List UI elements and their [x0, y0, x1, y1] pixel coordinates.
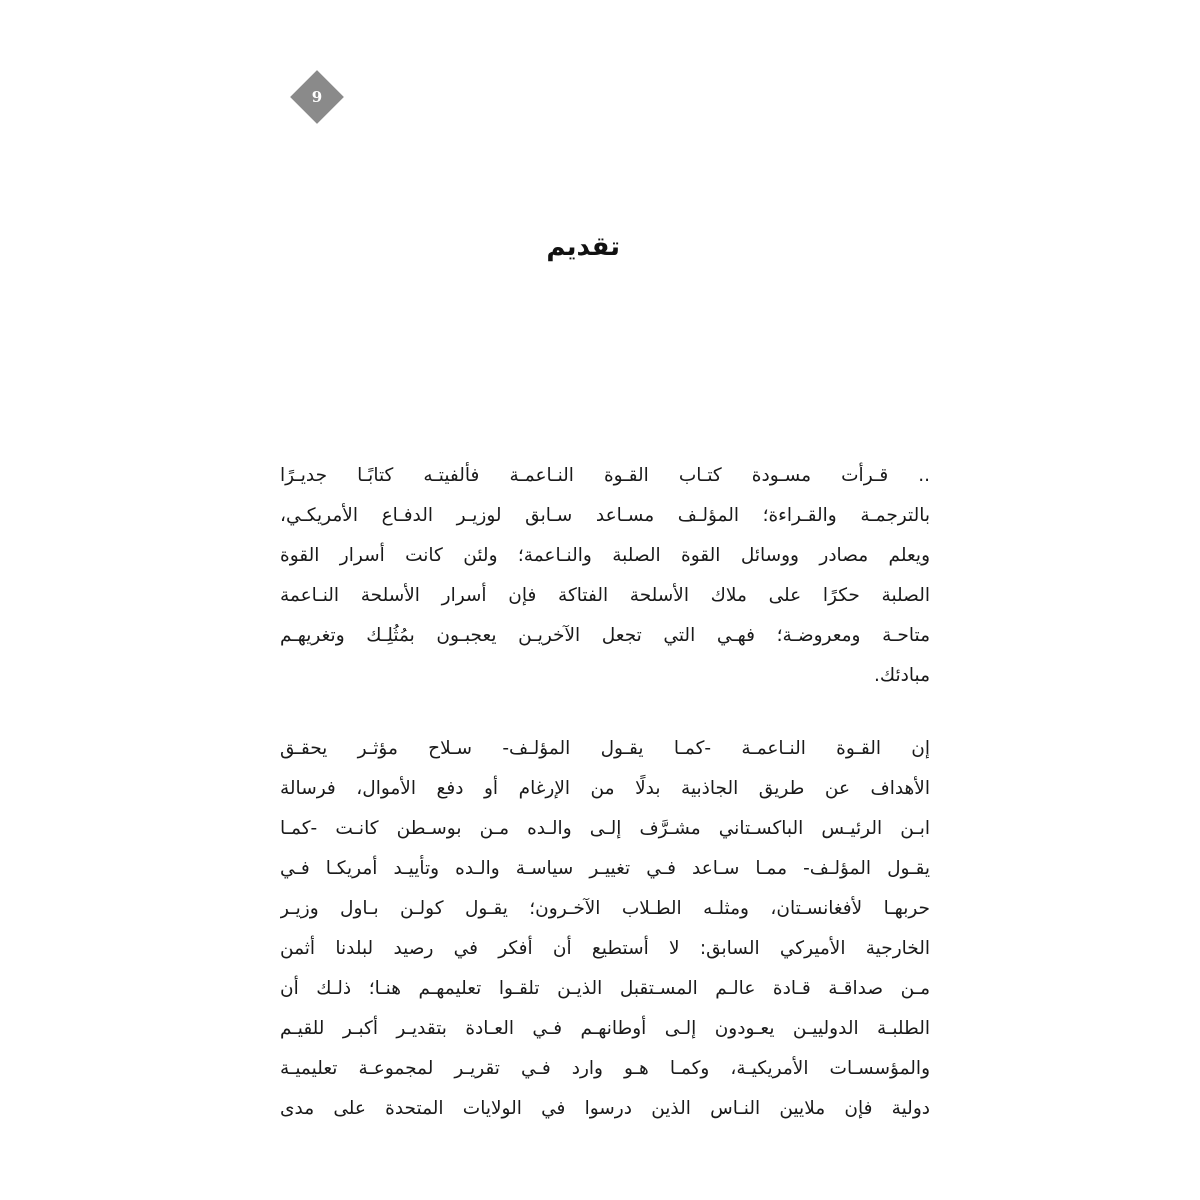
- text-line: إن القـوة النـاعمـة -كمـا يقـول المؤلـف- سـلاح مؤثـر يحقـق: [280, 738, 930, 759]
- text-line: .. قـرأت مسـودة كتـاب القـوة النـاعمـة فألفيتـه كتابًـا جديـرًا: [280, 465, 930, 486]
- text-line: الخارجية الأميركي السابق: لا أستطيع أن أفكر في رصيد لبلدنا أثمن: [280, 938, 930, 959]
- paragraph-1: [280, 456, 930, 696]
- text-line: بالترجمـة والقـراءة؛ المؤلـف مسـاعد سـابق لوزيـر الدفـاع الأمريكـي،: [280, 505, 930, 526]
- text-line: الصلبة حكرًا على ملاك الأسلحة الفتاكة فإن أسرار الأسلحة النـاعمة: [280, 585, 930, 606]
- text-line: حربهـا لأفغانسـتان، ومثلـه الطـلاب الآخـرون؛ يقـول كولـن بـاول وزيـر: [280, 898, 930, 919]
- text-line: متاحـة ومعروضـة؛ فهـي التي تجعل الآخريـن يعجبـون بمُثُلِـك وتغريهـم: [280, 625, 930, 646]
- text-line: والمؤسسـات الأمريكيـة، وكمـا هـو وارد فـي تقريـر لمجموعـة تعليميـة: [280, 1058, 930, 1079]
- text-line: الطلبـة الدولييـن يعـودون إلـى أوطانهـم فـي العـادة بتقديـر أكبـر للقيـم: [280, 1018, 930, 1039]
- paragraph-2: [280, 729, 930, 1129]
- page-number: 9: [311, 88, 323, 106]
- text-line: مبادئك.: [874, 665, 930, 686]
- body-text: [280, 456, 930, 1129]
- page-number-badge: [290, 70, 344, 124]
- text-line: ابـن الرئيـس الباكسـتاني مشـرَّف إلـى والـده مـن بوسـطن كانـت -كمـا: [280, 818, 930, 839]
- text-line: مـن صداقـة قـادة عالـم المسـتقبل الذيـن تلقـوا تعليمهـم هنـا؛ ذلـك أن: [280, 978, 930, 999]
- text-line: دولية فإن ملايين النـاس الذين درسوا في الولايات المتحدة على مدى: [280, 1098, 930, 1119]
- text-line: يقـول المؤلـف- ممـا سـاعد فـي تغييـر سياسـة والـده وتأييـد أمريكـا فـي: [280, 858, 930, 879]
- text-line: ويعلم مصادر ووسائل القوة الصلبة والنـاعمة؛ ولئن كانت أسرار القوة: [280, 545, 930, 566]
- text-line: الأهداف عن طريق الجاذبية بدلًا من الإرغام أو دفع الأموال، فرسالة: [280, 778, 930, 799]
- chapter-title: تقديم: [546, 232, 620, 262]
